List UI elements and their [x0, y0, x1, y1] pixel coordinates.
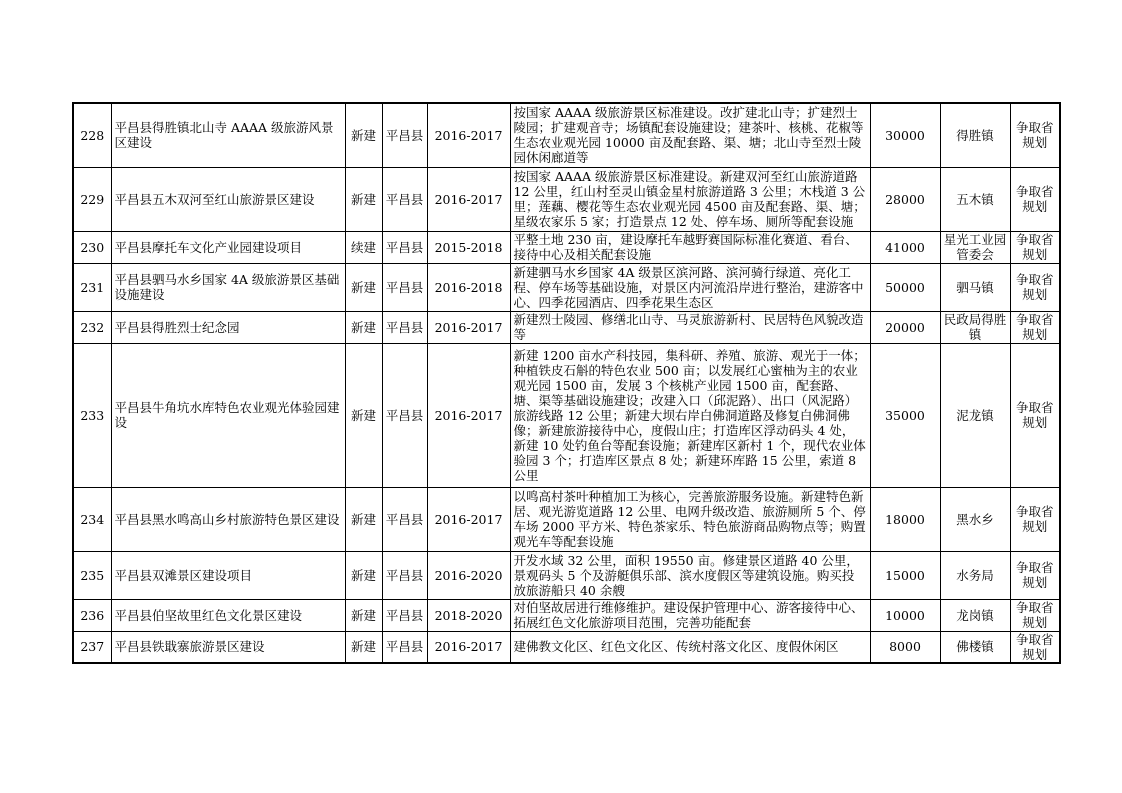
county: 平昌县	[382, 311, 427, 343]
construction-content: 按国家 AAAA 级旅游景区标准建设。改扩建北山寺；扩建烈士陵园；扩建观音寺；场镇配套设施建设；建茶叶、核桃、花椒等生态农业观光园 10000 亩及配套路、渠、塘；北山寺至烈士陵园休闲廊道等	[510, 103, 870, 167]
project-name: 平昌县摩托车文化产业园建设项目	[111, 231, 345, 263]
remark: 争取省规划	[1010, 631, 1060, 663]
period: 2015-2018	[427, 231, 510, 263]
responsible-unit: 黑水乡	[940, 487, 1010, 551]
responsible-unit: 龙岗镇	[940, 599, 1010, 631]
county: 平昌县	[382, 167, 427, 231]
investment: 20000	[870, 311, 940, 343]
table-row	[73, 487, 1060, 551]
period: 2016-2017	[427, 311, 510, 343]
table-row	[73, 343, 1060, 487]
county: 平昌县	[382, 487, 427, 551]
county: 平昌县	[382, 599, 427, 631]
responsible-unit: 得胜镇	[940, 103, 1010, 167]
remark: 争取省规划	[1010, 343, 1060, 487]
construction-content: 对伯坚故居进行维修维护。建设保护管理中心、游客接待中心、拓展红色文化旅游项目范围，完善功能配套	[510, 599, 870, 631]
investment: 30000	[870, 103, 940, 167]
responsible-unit: 水务局	[940, 551, 1010, 599]
county: 平昌县	[382, 343, 427, 487]
remark: 争取省规划	[1010, 599, 1060, 631]
project-name: 平昌县铁戢寨旅游景区建设	[111, 631, 345, 663]
project-name: 平昌县牛角坑水库特色农业观光体验园建设	[111, 343, 345, 487]
investment: 18000	[870, 487, 940, 551]
table-row	[73, 599, 1060, 631]
row-number: 229	[73, 167, 111, 231]
remark: 争取省规划	[1010, 167, 1060, 231]
remark: 争取省规划	[1010, 231, 1060, 263]
project-name: 平昌县得胜烈士纪念园	[111, 311, 345, 343]
project-name: 平昌县驷马水乡国家 4A 级旅游景区基础设施建设	[111, 263, 345, 311]
project-table	[72, 102, 1061, 664]
county: 平昌县	[382, 103, 427, 167]
remark: 争取省规划	[1010, 263, 1060, 311]
investment: 28000	[870, 167, 940, 231]
responsible-unit: 泥龙镇	[940, 343, 1010, 487]
table-row	[73, 103, 1060, 167]
table-row	[73, 551, 1060, 599]
period: 2016-2017	[427, 167, 510, 231]
construction-type: 新建	[345, 551, 382, 599]
period: 2016-2017	[427, 487, 510, 551]
table-row	[73, 263, 1060, 311]
remark: 争取省规划	[1010, 551, 1060, 599]
period: 2016-2018	[427, 263, 510, 311]
row-number: 236	[73, 599, 111, 631]
construction-type: 新建	[345, 487, 382, 551]
construction-type: 新建	[345, 599, 382, 631]
investment: 10000	[870, 599, 940, 631]
row-number: 233	[73, 343, 111, 487]
construction-type: 续建	[345, 231, 382, 263]
remark: 争取省规划	[1010, 103, 1060, 167]
responsible-unit: 驷马镇	[940, 263, 1010, 311]
table-row	[73, 167, 1060, 231]
county: 平昌县	[382, 231, 427, 263]
construction-type: 新建	[345, 103, 382, 167]
construction-type: 新建	[345, 167, 382, 231]
investment: 50000	[870, 263, 940, 311]
project-name: 平昌县得胜镇北山寺 AAAA 级旅游风景区建设	[111, 103, 345, 167]
construction-content: 建佛教文化区、红色文化区、传统村落文化区、度假休闲区	[510, 631, 870, 663]
construction-content: 新建烈士陵园、修缮北山寺、马灵旅游新村、民居特色风貌改造等	[510, 311, 870, 343]
table-body	[73, 103, 1060, 663]
responsible-unit: 五木镇	[940, 167, 1010, 231]
project-name: 平昌县黑水鸣高山乡村旅游特色景区建设	[111, 487, 345, 551]
period: 2016-2017	[427, 631, 510, 663]
period: 2016-2017	[427, 103, 510, 167]
construction-content: 开发水域 32 公里，面积 19550 亩。修建景区道路 40 公里，景观码头 5 个及游艇俱乐部、滨水度假区等建筑设施。购买投放旅游船只 40 余艘	[510, 551, 870, 599]
row-number: 232	[73, 311, 111, 343]
table-row	[73, 311, 1060, 343]
period: 2018-2020	[427, 599, 510, 631]
investment: 41000	[870, 231, 940, 263]
row-number: 228	[73, 103, 111, 167]
county: 平昌县	[382, 263, 427, 311]
remark: 争取省规划	[1010, 311, 1060, 343]
county: 平昌县	[382, 631, 427, 663]
responsible-unit: 佛楼镇	[940, 631, 1010, 663]
table-row	[73, 631, 1060, 663]
construction-content: 新建 1200 亩水产科技园，集科研、养殖、旅游、观光于一体；种植铁皮石斛的特色农业 500 亩；以发展红心蜜柚为主的农业观光园 1500 亩，发展 3 个核桃产业园 1500 亩，配套路、塘、渠等基础设施建设；改建入口（邱泥路）、出口（风泥路）旅游线路 12 公里；新建大坝右岸白佛洞道路及修复白佛洞佛像；新建旅游接待中心，度假山庄；打造库区浮动码头 4 处，新建 10 处钓鱼台等配套设施；新建库区新村 1 个，现代农业体验园 3 个；打造库区景点 8 处；新建环库路 15 公里，索道 8 公里	[510, 343, 870, 487]
construction-content: 以鸣高村茶叶种植加工为核心，完善旅游服务设施。新建特色新居、观光游览道路 12 公里、电网升级改造、旅游厕所 5 个、停车场 2000 平方米、特色茶家乐、特色旅游商品购物点等；购置观光车等配套设施	[510, 487, 870, 551]
project-name: 平昌县伯坚故里红色文化景区建设	[111, 599, 345, 631]
responsible-unit: 民政局得胜镇	[940, 311, 1010, 343]
county: 平昌县	[382, 551, 427, 599]
row-number: 237	[73, 631, 111, 663]
investment: 35000	[870, 343, 940, 487]
period: 2016-2020	[427, 551, 510, 599]
construction-type: 新建	[345, 311, 382, 343]
construction-content: 新建驷马水乡国家 4A 级景区滨河路、滨河骑行绿道、亮化工程、停车场等基础设施，对景区内河流沿岸进行整治，建游客中心、四季花园酒店、四季花果生态区	[510, 263, 870, 311]
project-name: 平昌县双滩景区建设项目	[111, 551, 345, 599]
construction-type: 新建	[345, 263, 382, 311]
table-row	[73, 231, 1060, 263]
construction-content: 按国家 AAAA 级旅游景区标准建设。新建双河至红山旅游道路 12 公里，红山村至灵山镇金星村旅游道路 3 公里；木栈道 3 公里；莲藕、樱花等生态农业观光园 4500 亩及配套路、渠、塘；星级农家乐 5 家；打造景点 12 处、停车场、厕所等配套设施	[510, 167, 870, 231]
row-number: 235	[73, 551, 111, 599]
row-number: 234	[73, 487, 111, 551]
row-number: 230	[73, 231, 111, 263]
construction-type: 新建	[345, 631, 382, 663]
remark: 争取省规划	[1010, 487, 1060, 551]
responsible-unit: 星光工业园管委会	[940, 231, 1010, 263]
period: 2016-2017	[427, 343, 510, 487]
construction-type: 新建	[345, 343, 382, 487]
row-number: 231	[73, 263, 111, 311]
investment: 15000	[870, 551, 940, 599]
investment: 8000	[870, 631, 940, 663]
project-name: 平昌县五木双河至红山旅游景区建设	[111, 167, 345, 231]
construction-content: 平整土地 230 亩，建设摩托车越野赛国际标准化赛道、看台、接待中心及相关配套设施	[510, 231, 870, 263]
